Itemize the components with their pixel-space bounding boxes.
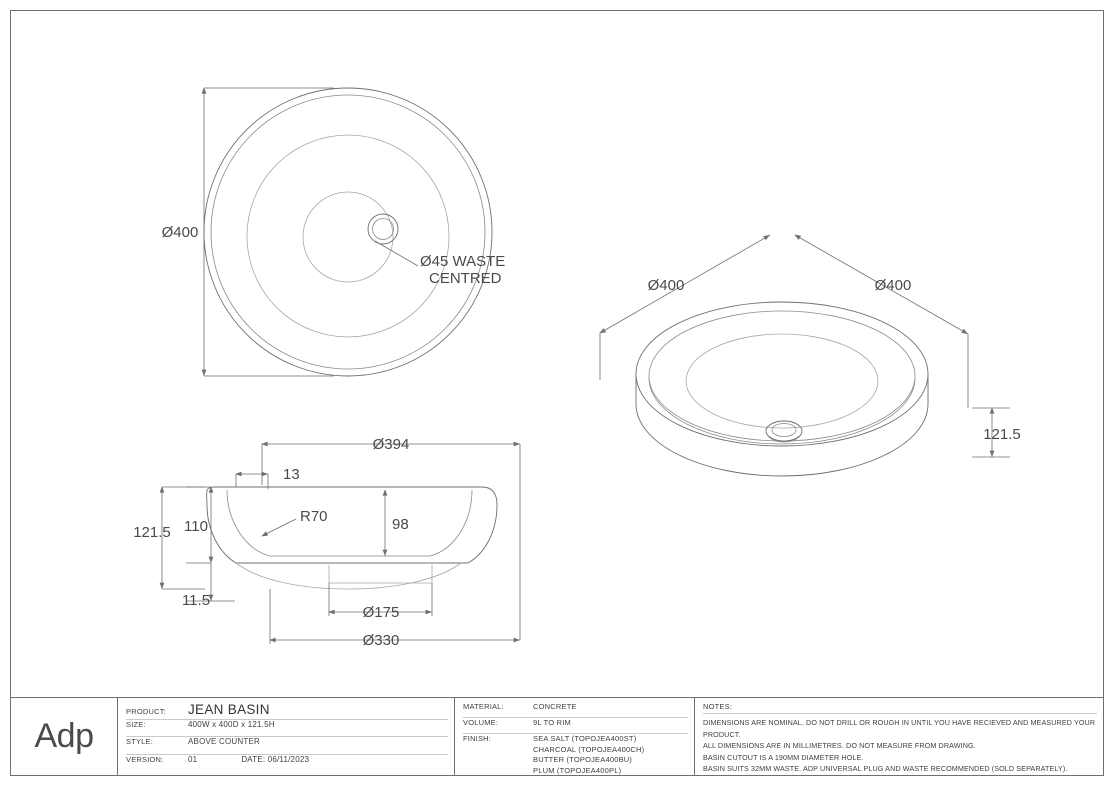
size-row	[126, 720, 448, 738]
material-info-panel	[455, 698, 695, 775]
logo-text: Adp	[34, 717, 94, 755]
volume-row	[463, 718, 688, 734]
product-info-panel	[118, 698, 455, 775]
finish-option: PLUM (TOPOJEA400PL)	[533, 765, 622, 775]
version-value: 01	[188, 754, 198, 764]
version-row	[126, 755, 448, 772]
product-row	[126, 702, 448, 720]
title-block	[11, 697, 1103, 775]
style-row	[126, 737, 448, 755]
dim-radius: R70	[300, 508, 328, 525]
product-value: JEAN BASIN	[188, 702, 270, 717]
section-view-geometry	[207, 487, 497, 589]
waste-leader-line	[375, 241, 418, 266]
finish-option: CHARCOAL (TOPOJEA400CH)	[533, 744, 645, 754]
style-label: STYLE:	[126, 737, 154, 746]
finish-option: SEA SALT (TOPOJEA400ST)	[533, 734, 637, 743]
dim-section-width: Ø394	[372, 436, 410, 453]
size-value: 400W x 400D x 121.5H	[188, 719, 275, 729]
note-line: DIMENSIONS ARE NOMINAL. DO NOT DRILL OR ROUGH IN UNTIL YOU HAVE RECIEVED AND MEASURED YOUR PRODUCT.	[703, 718, 1096, 739]
dim-total-height: 121.5	[133, 524, 171, 541]
dim-waste-line2: CENTRED	[429, 270, 502, 287]
finish-row	[463, 734, 688, 775]
version-label: VERSION:	[126, 754, 164, 764]
dim-top-diameter: Ø400	[161, 224, 199, 241]
note-line: BASIN SUITS 32MM WASTE. ADP UNIVERSAL PLUG AND WASTE RECOMMENDED (SOLD SEPARATELY).	[703, 764, 1068, 773]
material-label: MATERIAL:	[463, 702, 504, 711]
dim-rim-thickness: 13	[283, 466, 300, 483]
dim-iso-height: 121.5	[983, 426, 1021, 443]
dim-iso-diameter-right: Ø400	[874, 277, 912, 294]
finish-label: FINISH:	[463, 734, 492, 743]
iso-view-geometry	[636, 302, 928, 476]
volume-label: VOLUME:	[463, 718, 499, 727]
finish-option: BUTTER (TOPOJEA400BU)	[533, 755, 633, 764]
notes-panel	[695, 698, 1103, 775]
product-label: PRODUCT:	[126, 707, 166, 716]
notes-heading: NOTES:	[703, 702, 1097, 714]
top-view-diameter-dimension	[204, 88, 334, 376]
brand-logo	[11, 698, 118, 775]
date-value: DATE: 06/11/2023	[241, 754, 310, 764]
dim-base-inner: Ø175	[362, 604, 400, 621]
style-value: ABOVE COUNTER	[188, 737, 260, 746]
note-line: ALL DIMENSIONS ARE IN MILLIMETRES. DO NOT MEASURE FROM DRAWING.	[703, 741, 976, 750]
radius-leader-line	[262, 519, 296, 536]
iso-diameter-left-dimension	[600, 235, 770, 380]
dim-inner-depth: 98	[392, 516, 409, 533]
material-row	[463, 702, 688, 718]
volume-value: 9L TO RIM	[533, 718, 571, 727]
dim-base-offset: 11.5	[181, 592, 211, 609]
dim-waste-line1: Ø45 WASTE	[420, 253, 506, 270]
dim-base-outer: Ø330	[362, 632, 400, 649]
dim-wall-height: 110	[184, 518, 208, 535]
material-value: CONCRETE	[533, 702, 577, 711]
finish-values	[533, 734, 644, 776]
top-view-geometry	[204, 88, 492, 376]
size-label: SIZE:	[126, 719, 146, 729]
dim-iso-diameter-left: Ø400	[647, 277, 685, 294]
note-line: BASIN CUTOUT IS A 190MM DIAMETER HOLE.	[703, 752, 864, 762]
